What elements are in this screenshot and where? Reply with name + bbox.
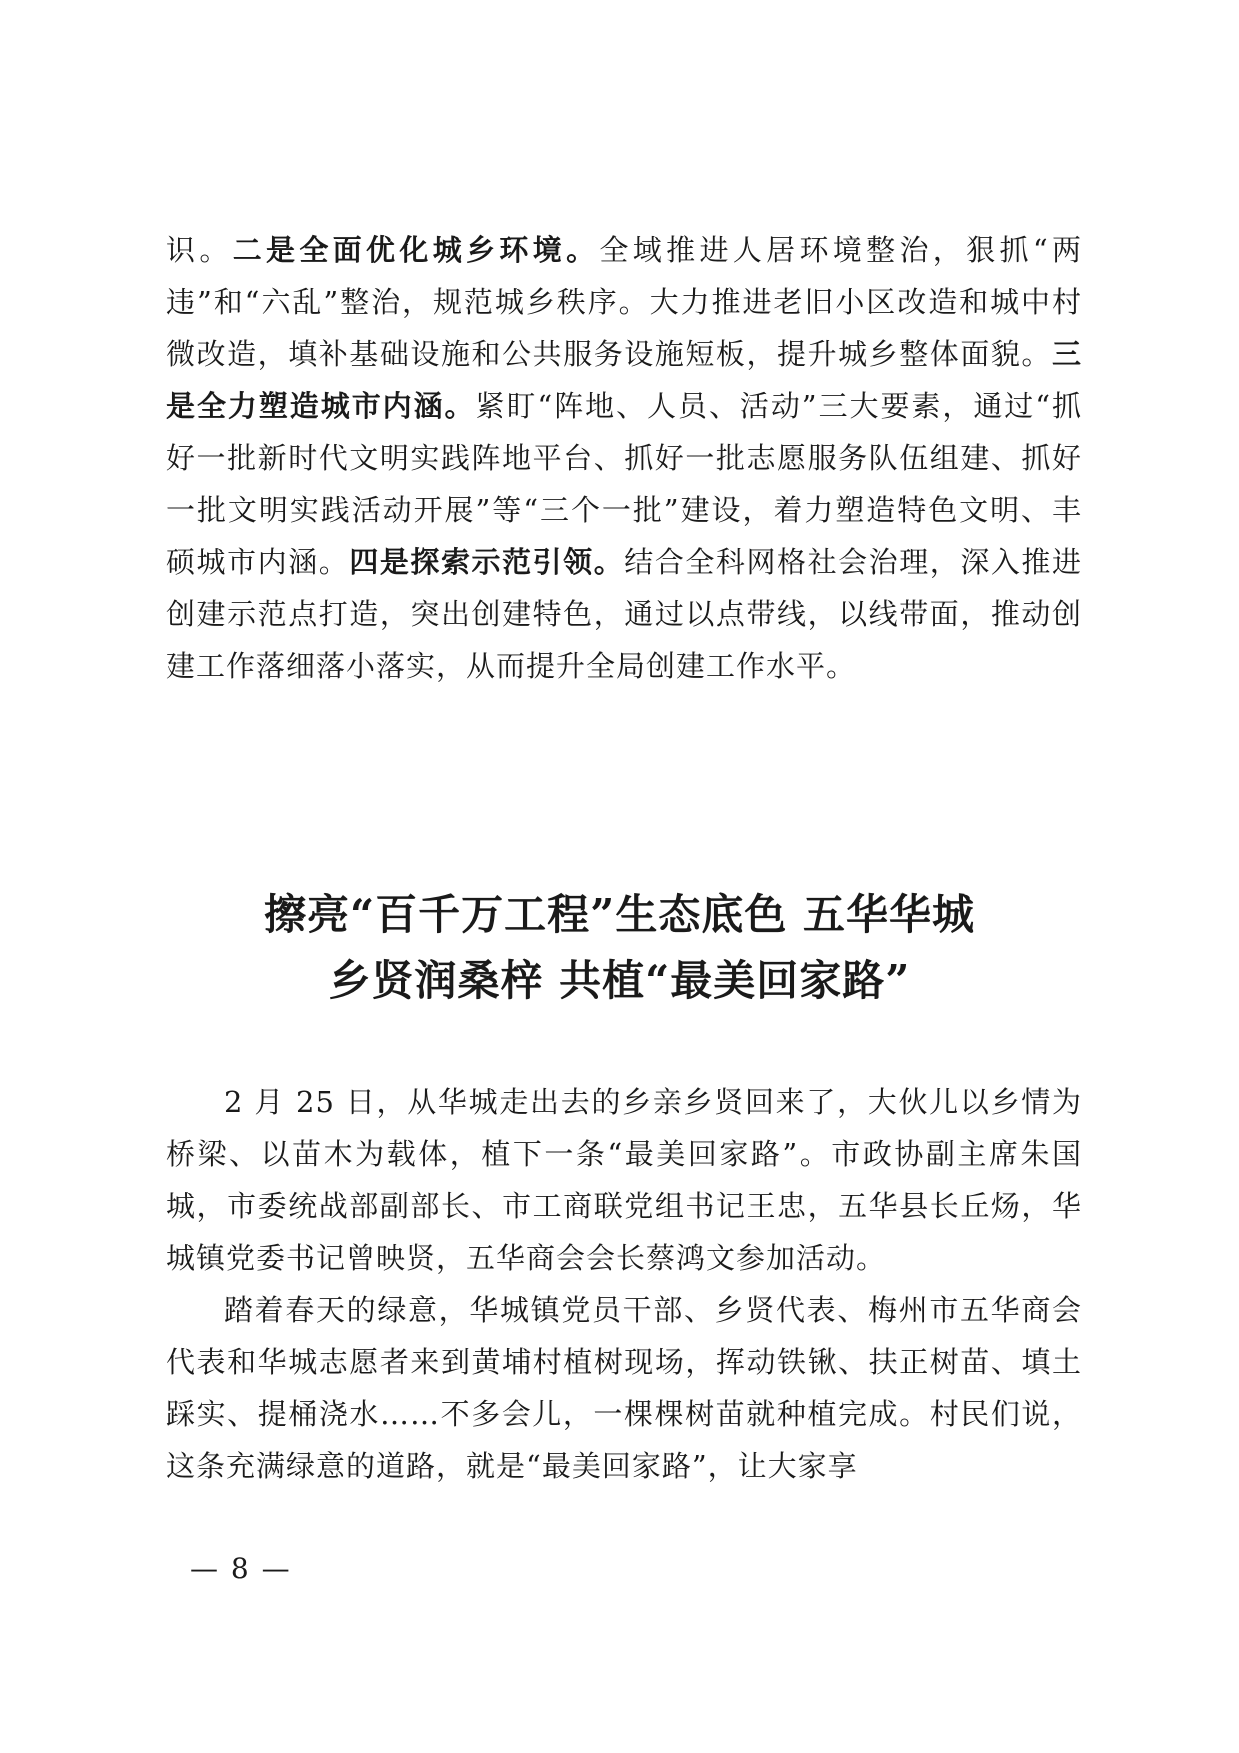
article-title-line-1: 擦亮“百千万工程”生态底色 五华华城 <box>264 890 975 939</box>
continuation-paragraph <box>166 224 1082 692</box>
point-four-heading: 四是探索示范引领。 <box>349 545 625 579</box>
article-paragraph-2: 踏着春天的绿意，华城镇党员干部、乡贤代表、梅州市五华商会代表和华城志愿者来到黄埔村植树现场，挥动铁锹、扶正树苗、填土踩实、提桶浇水……不多会儿，一棵棵树苗就种植完成。村民们说，这条充满绿意的道路，就是“最美回家路”，让大家享 <box>166 1293 1082 1483</box>
article-paragraph-1: 2 月 25 日，从华城走出去的乡亲乡贤回来了，大伙儿以乡情为桥梁、以苗木为载体，植下一条“最美回家路”。市政协副主席朱国城，市委统战部副部长、市工商联党组书记王忠，五华县长丘炀，华城镇党委书记曾映贤，五华商会会长蔡鸿文参加活动。 <box>166 1085 1082 1275</box>
continuation-segment: 全域推进人居环境整治，狠抓“两违”和“六乱”整治，规范城乡秩序。大力推进老旧小区改造和城中村微改造，填补基础设施和公共服务设施短板，提升城乡整体面貌。 <box>166 233 1082 371</box>
point-three-heading: 三是全力塑造城市内涵。 <box>166 337 1082 423</box>
continuation-text <box>166 224 1082 692</box>
continuation-segment: 结合全科网格社会治理，深入推进创建示范点打造，突出创建特色，通过以点带线，以线带面，推动创建工作落细落小落实，从而提升全局创建工作水平。 <box>166 545 1082 683</box>
continuation-segment: 紧盯“阵地、人员、活动”三大要素，通过“抓好一批新时代文明实践阵地平台、抓好一批志愿服务队伍组建、抓好一批文明实践活动开展”等“三个一批”建设，着力塑造特色文明、丰硕城市内涵。 <box>166 389 1082 579</box>
article-title-line-2: 乡贤润桑梓 共植“最美回家路” <box>328 956 911 1005</box>
article-body <box>166 1076 1082 1492</box>
point-two-heading: 二是全面优化城乡环境。 <box>232 233 600 267</box>
page-number: — 8 — <box>190 1552 292 1585</box>
continuation-segment: 识。 <box>166 233 233 267</box>
